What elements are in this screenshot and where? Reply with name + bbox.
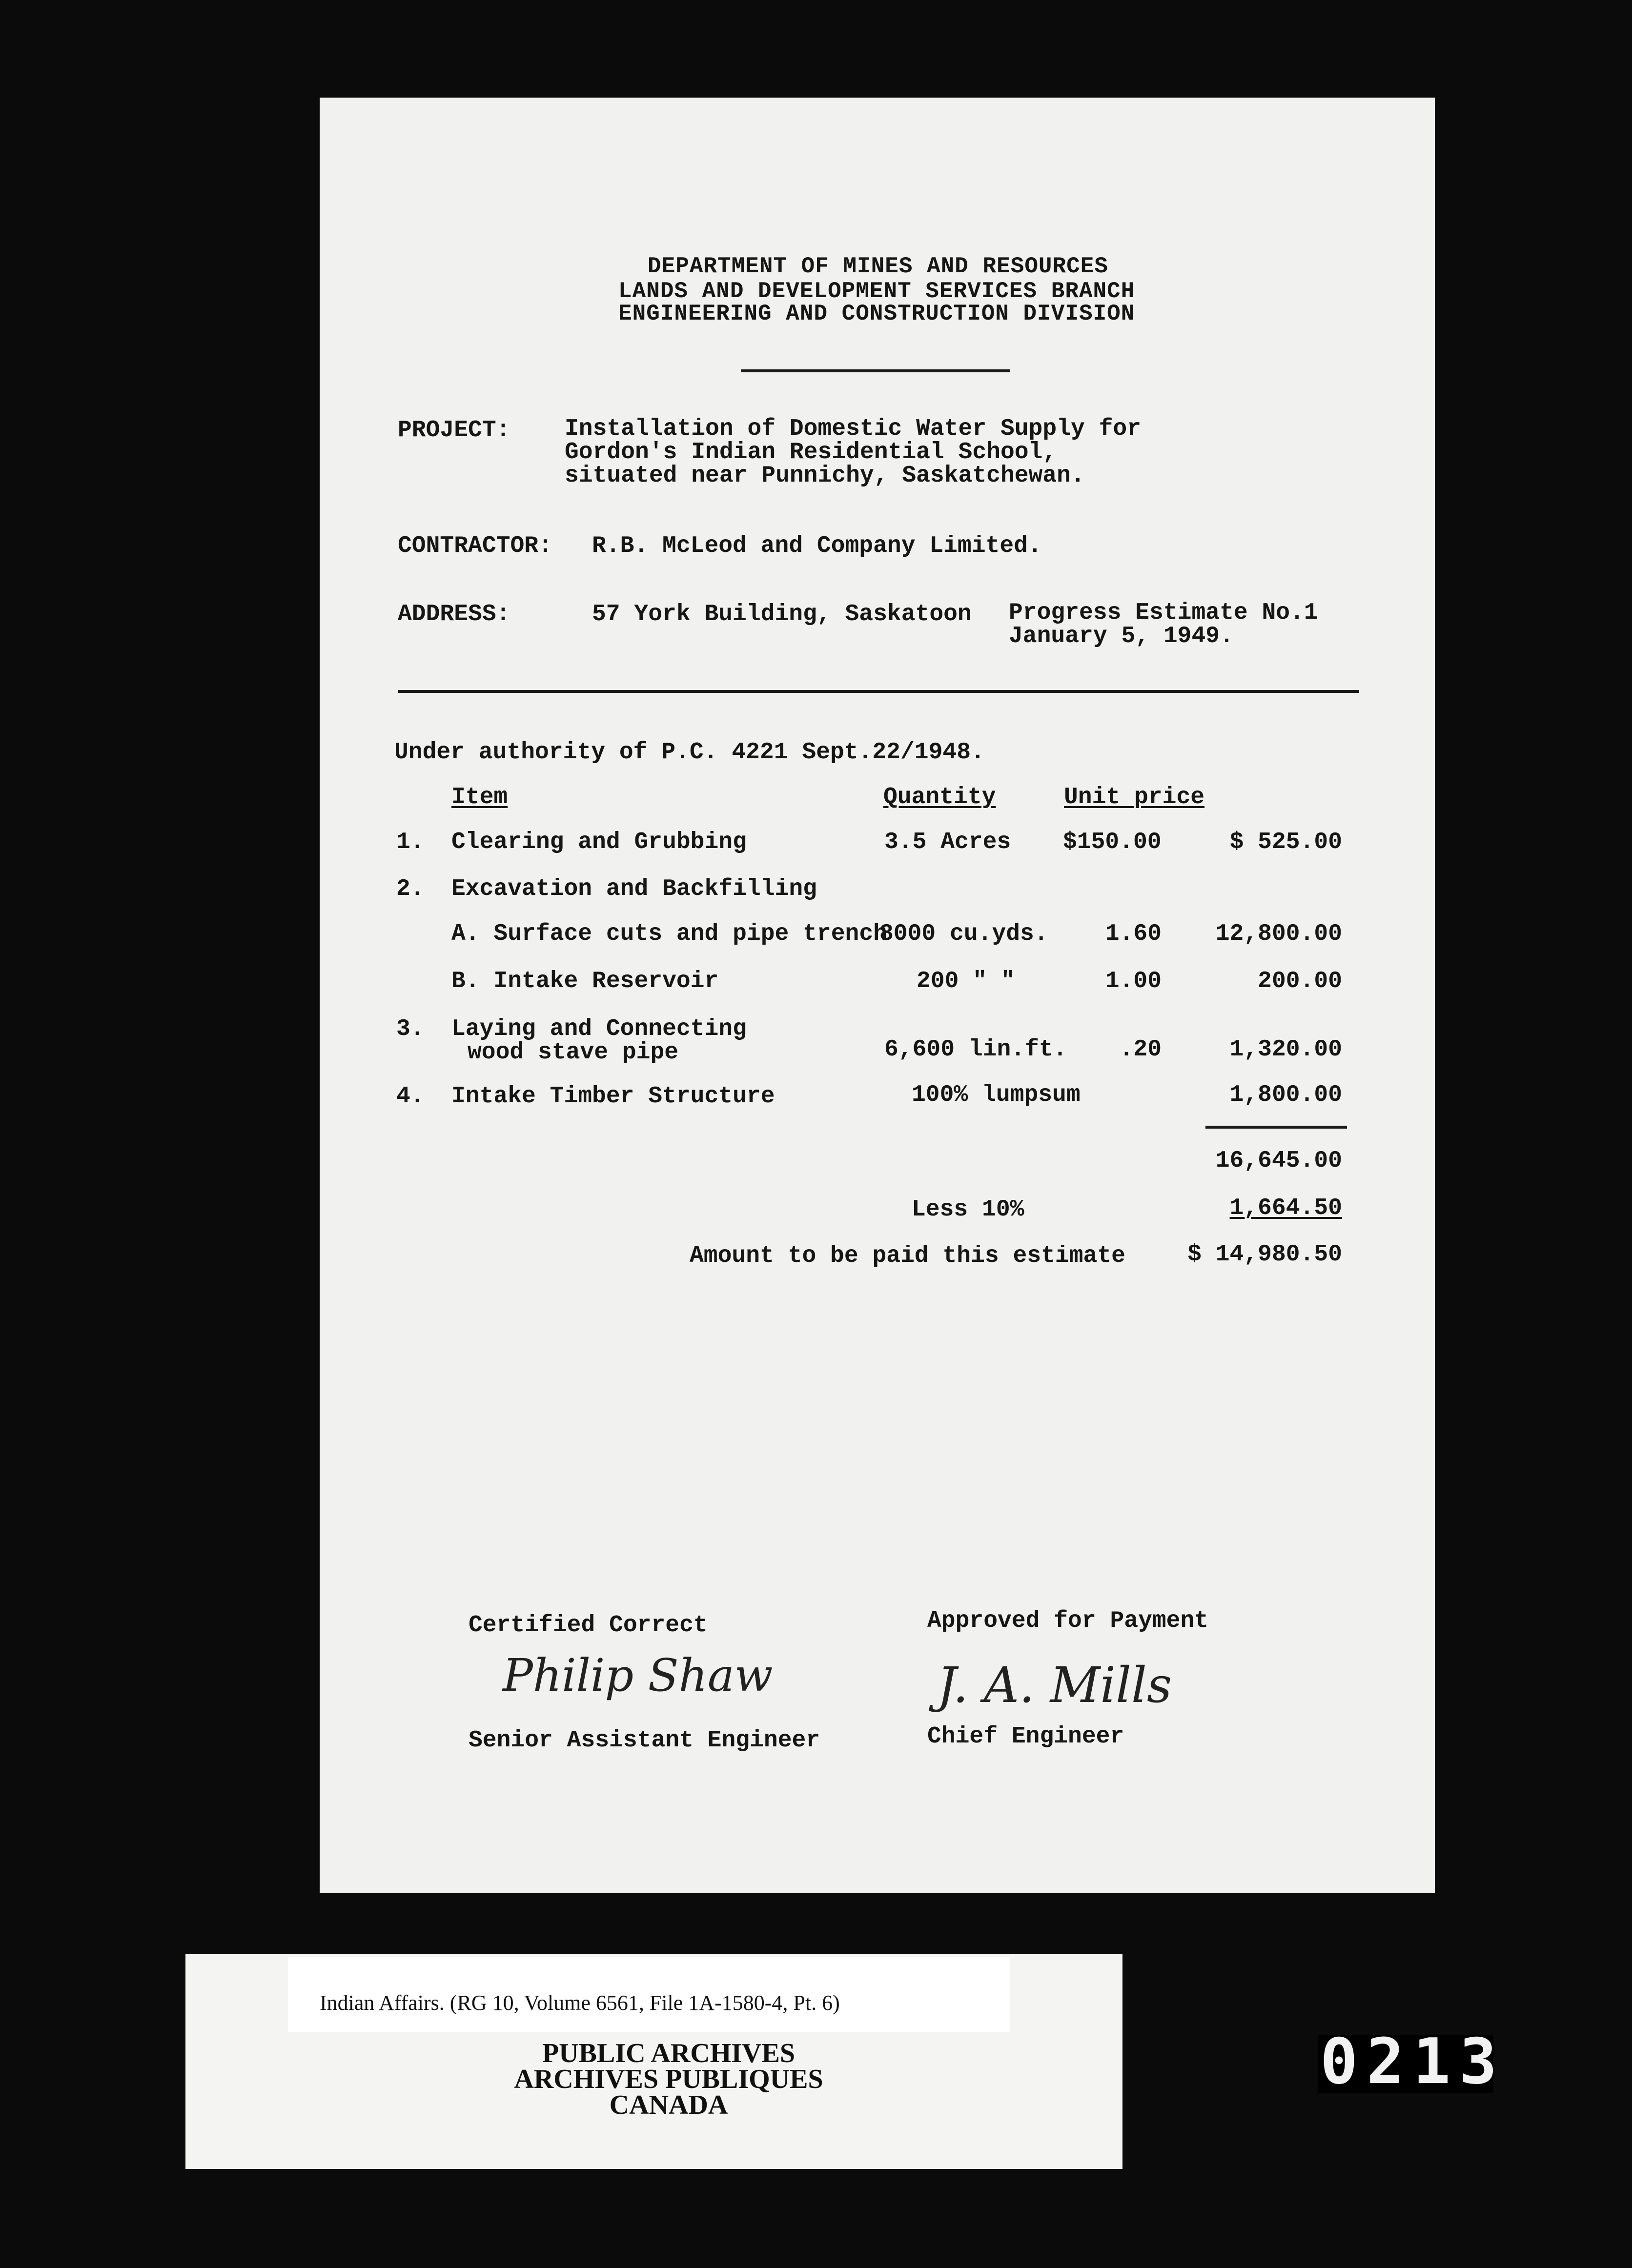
item-number: 3. xyxy=(396,1016,425,1042)
project-line-2: Gordon's Indian Residential School, xyxy=(565,439,1057,466)
item-unit-price: 1.00 xyxy=(1105,968,1162,994)
archive-line-1: PUBLIC ARCHIVES xyxy=(542,2038,796,2068)
amount-due-label: Amount to be paid this estimate xyxy=(690,1243,1125,1269)
left-signatory-title: Senior Assistant Engineer xyxy=(469,1727,820,1754)
item-description: Excavation and Backfilling xyxy=(451,876,817,902)
column-unit-price: Unit price xyxy=(1064,784,1205,810)
authority-line: Under authority of P.C. 4221 Sept.22/1948. xyxy=(394,739,985,766)
estimate-date: January 5, 1949. xyxy=(1009,623,1234,649)
item-amount: 1,320.00 xyxy=(1229,1036,1342,1063)
certified-heading: Certified Correct xyxy=(469,1612,708,1639)
total-rule xyxy=(1205,1126,1347,1129)
item-description: Clearing and Grubbing xyxy=(451,829,747,855)
item-unit-price: $150.00 xyxy=(1063,829,1162,855)
archive-line-3: CANADA xyxy=(609,2090,728,2120)
left-signature: Philip Shaw xyxy=(503,1649,773,1701)
item-quantity: 6,600 lin.ft. xyxy=(884,1036,1067,1063)
item-quantity: 200 " " xyxy=(917,968,1015,994)
item-quantity: 3.5 Acres xyxy=(884,829,1011,855)
address-label: ADDRESS: xyxy=(398,601,510,628)
item-number: 1. xyxy=(396,829,425,855)
item-amount: 200.00 xyxy=(1258,968,1342,994)
frame-number: 0213 xyxy=(1320,2025,1506,2098)
item-number: 4. xyxy=(396,1083,425,1110)
address-value: 57 York Building, Saskatoon xyxy=(592,601,972,628)
right-signatory-title: Chief Engineer xyxy=(927,1723,1124,1750)
archive-citation: Indian Affairs. (RG 10, Volume 6561, File 1A-1580-4, Pt. 6) xyxy=(320,1991,840,2015)
item-amount: 12,800.00 xyxy=(1215,921,1342,947)
approved-heading: Approved for Payment xyxy=(927,1608,1209,1634)
item-description: A. Surface cuts and pipe trench xyxy=(451,921,887,947)
letterhead-divider xyxy=(741,369,1010,372)
right-signature: J. A. Mills xyxy=(937,1657,1172,1714)
section-divider xyxy=(398,690,1359,693)
letterhead-line-1: DEPARTMENT OF MINES AND RESOURCES xyxy=(648,254,1108,279)
less-amount: 1,664.50 xyxy=(1229,1195,1342,1221)
project-line-3: situated near Punnichy, Saskatchewan. xyxy=(565,463,1085,489)
archive-line-2: ARCHIVES PUBLIQUES xyxy=(514,2064,823,2094)
progress-estimate: Progress Estimate No.1 xyxy=(1009,600,1318,626)
letterhead-line-2: LANDS AND DEVELOPMENT SERVICES BRANCH xyxy=(618,279,1135,304)
item-description: Intake Timber Structure xyxy=(451,1083,775,1110)
item-description: B. Intake Reservoir xyxy=(451,968,719,994)
item-description-continued: wood stave pipe xyxy=(468,1039,679,1066)
column-item: Item xyxy=(451,784,508,810)
letterhead-line-3: ENGINEERING AND CONSTRUCTION DIVISION xyxy=(618,301,1135,326)
subtotal-amount: 16,645.00 xyxy=(1215,1148,1342,1174)
item-amount: $ 525.00 xyxy=(1229,829,1342,855)
less-label: Less 10% xyxy=(912,1196,1024,1223)
item-number: 2. xyxy=(396,876,425,902)
item-quantity: 8000 cu.yds. xyxy=(879,921,1048,947)
item-unit-price: .20 xyxy=(1119,1036,1162,1063)
item-unit-price: 1.60 xyxy=(1105,921,1162,947)
column-quantity: Quantity xyxy=(883,784,996,810)
project-label: PROJECT: xyxy=(398,417,510,444)
amount-due-value: $ 14,980.50 xyxy=(1187,1241,1342,1268)
contractor-label: CONTRACTOR: xyxy=(398,533,552,559)
project-line-1: Installation of Domestic Water Supply for xyxy=(565,416,1141,442)
contractor-value: R.B. McLeod and Company Limited. xyxy=(592,533,1042,559)
item-amount: 1,800.00 xyxy=(1229,1082,1342,1108)
item-quantity: 100% lumpsum xyxy=(912,1082,1081,1108)
item-description: Laying and Connecting xyxy=(451,1016,747,1042)
